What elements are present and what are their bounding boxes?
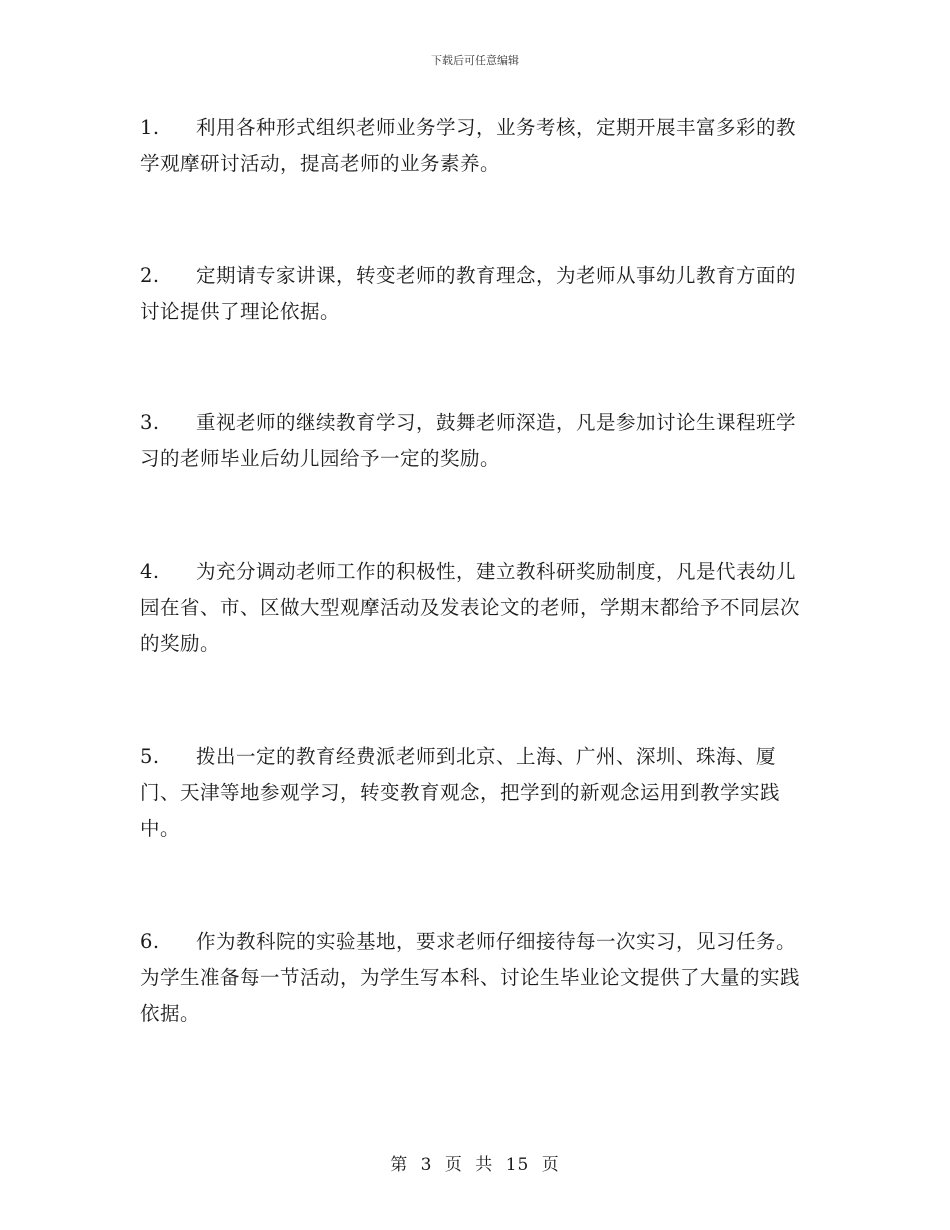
item-number: 3. bbox=[140, 411, 160, 434]
list-item bbox=[140, 110, 810, 182]
list-item bbox=[140, 405, 810, 477]
item-text: 定期请专家讲课，转变老师的教育理念，为老师从事幼儿教育方面的讨论提供了理论依据。 bbox=[140, 264, 797, 323]
item-text: 拨出一定的教育经费派老师到北京、上海、广州、深圳、珠海、厦门、天津等地参观学习，转变教育观念，把学到的新观念运用到教学实践中。 bbox=[140, 745, 781, 840]
item-number: 4. bbox=[140, 560, 160, 583]
list-item bbox=[140, 739, 810, 847]
page-footer-number: 第 3 页 共 15 页 bbox=[390, 1155, 560, 1175]
item-text: 利用各种形式组织老师业务学习，业务考核，定期开展丰富多彩的教学观摩研讨活动，提高老师的业务素养。 bbox=[140, 116, 797, 175]
item-number: 6. bbox=[140, 930, 160, 953]
item-text: 为充分调动老师工作的积极性，建立教科研奖励制度，凡是代表幼儿园在省、市、区做大型观摩活动及发表论文的老师，学期末都给予不同层次的奖励。 bbox=[140, 560, 801, 655]
list-item bbox=[140, 554, 810, 662]
list-item bbox=[140, 258, 810, 330]
list-item bbox=[140, 924, 810, 1032]
page-header-note: 下载后可任意编辑 bbox=[431, 54, 519, 67]
item-text: 重视老师的继续教育学习，鼓舞老师深造，凡是参加讨论生课程班学习的老师毕业后幼儿园给予一定的奖励。 bbox=[140, 411, 797, 470]
item-number: 1. bbox=[140, 116, 160, 139]
item-number: 2. bbox=[140, 264, 160, 287]
item-number: 5. bbox=[140, 745, 160, 768]
item-text: 作为教科院的实验基地，要求老师仔细接待每一次实习，见习任务。为学生准备每一节活动，为学生写本科、讨论生毕业论文提供了大量的实践依据。 bbox=[140, 930, 801, 1025]
